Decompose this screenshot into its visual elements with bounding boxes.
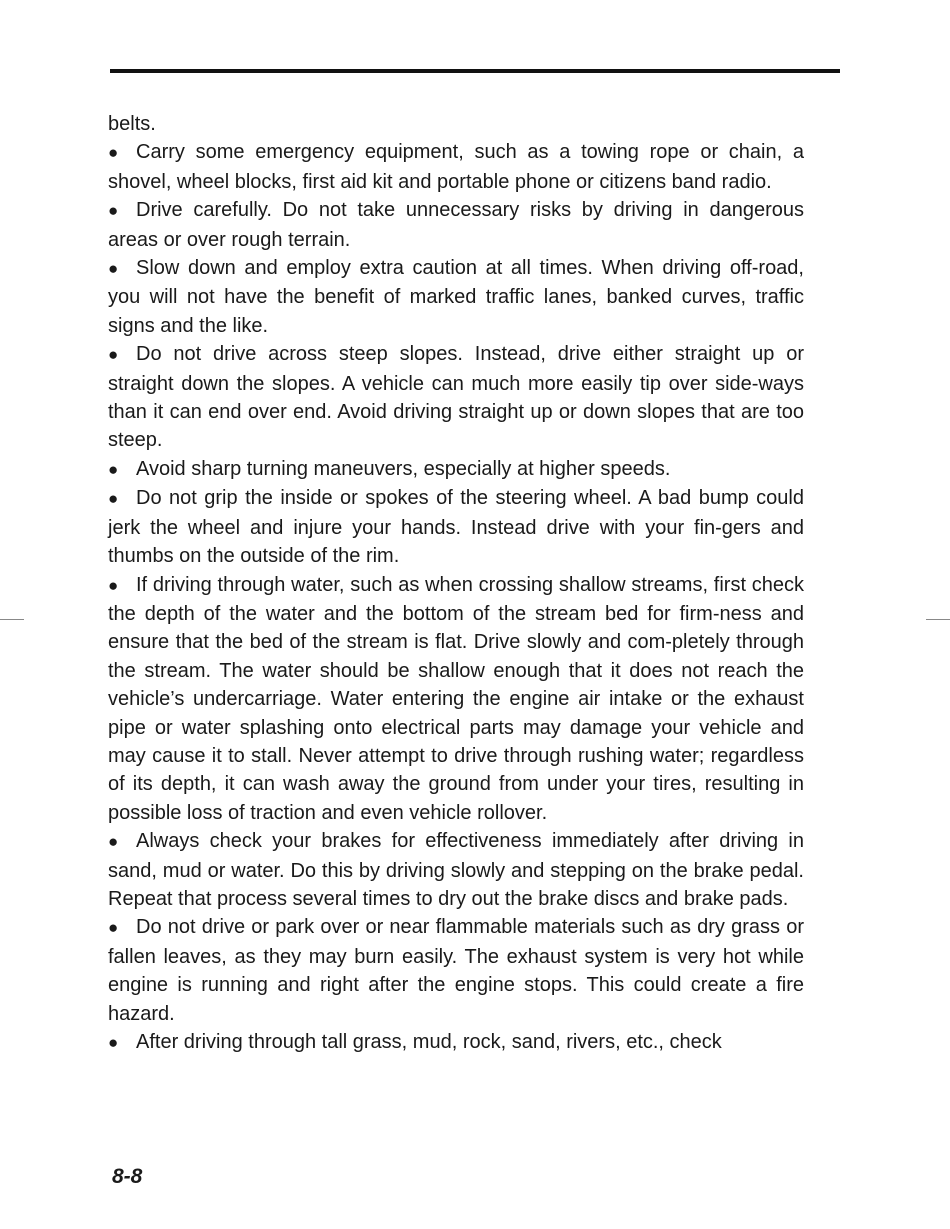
bullet-item xyxy=(108,138,804,196)
bullet-item xyxy=(108,1028,804,1057)
bullet-item xyxy=(108,827,804,913)
bullet-text: After driving through tall grass, mud, rock, sand, rivers, etc., check xyxy=(136,1031,722,1053)
bullet-icon: ● xyxy=(108,345,119,365)
bullet-text: Do not drive across steep slopes. Instead, drive either straight up or straight down the slopes. A vehicle can much more easily tip over side-ways than it can end over end. Avoid driving straight up or down slopes that are too steep. xyxy=(108,343,804,452)
bullet-icon: ● xyxy=(108,832,119,852)
continuation-text: belts. xyxy=(108,113,156,135)
crop-mark-right xyxy=(926,619,950,620)
bullet-icon: ● xyxy=(108,201,119,221)
bullet-item xyxy=(108,913,804,1028)
bullet-item xyxy=(108,455,804,484)
bullet-item xyxy=(108,196,804,254)
bullet-icon: ● xyxy=(108,459,119,479)
bullet-text: Carry some emergency equipment, such as a towing rope or chain, a shovel, wheel blocks, first aid kit and portable phone or citizens band radio. xyxy=(108,141,804,193)
bullet-text: Slow down and employ extra caution at all times. When driving off-road, you will not have the benefit of marked traffic lanes, banked curves, traffic signs and the like. xyxy=(108,257,804,337)
bullet-text: Do not grip the inside or spokes of the steering wheel. A bad bump could jerk the wheel and injure your hands. Instead drive with your fin-gers and thumbs on the outside of the rim. xyxy=(108,487,804,568)
bullet-item xyxy=(108,484,804,570)
bullet-icon: ● xyxy=(108,1033,119,1052)
bullet-icon: ● xyxy=(108,259,119,279)
bullet-item xyxy=(108,254,804,340)
bullet-item xyxy=(108,340,804,455)
bullet-icon: ● xyxy=(108,143,119,163)
bullet-icon: ● xyxy=(108,489,119,509)
body-text xyxy=(108,110,804,1057)
bullet-item xyxy=(108,571,804,828)
bullet-text: If driving through water, such as when crossing shallow streams, first check the depth of the water and the bottom of the stream bed for firm-ness and ensure that the bed of the stream is flat. Drive slowly and com-pletely through the stream. The water should be shallow enough that it does not reach the vehicle’s undercarriage. Water entering the engine air intake or the exhaust pipe or water splashing onto electrical parts may damage your vehicle and may cause it to stall. Never attempt to drive through rushing water; regardless of its depth, it can wash away the ground from under your tires, resulting in possible loss of traction and even vehicle rollover. xyxy=(108,573,804,824)
bullet-text: Do not drive or park over or near flammable materials such as dry grass or fallen leaves, as they may burn easily. The exhaust system is very hot while engine is running and right after the engine stops. This could create a fire hazard. xyxy=(108,916,804,1025)
bullet-text: Always check your brakes for effectiveness immediately after driving in sand, mud or water. Do this by driving slowly and stepping on the brake pedal. Repeat that process several times to dry out the brake discs and brake pads. xyxy=(108,830,804,910)
bullet-text: Drive carefully. Do not take unnecessary risks by driving in dangerous areas or over rough terrain. xyxy=(108,199,804,251)
page-number: 8-8 xyxy=(112,1165,143,1188)
bullet-text: Avoid sharp turning maneuvers, especially at higher speeds. xyxy=(136,457,671,480)
bullet-icon: ● xyxy=(108,918,119,938)
bullet-icon: ● xyxy=(108,575,119,595)
header-rule xyxy=(110,69,840,73)
crop-mark-left xyxy=(0,619,24,620)
